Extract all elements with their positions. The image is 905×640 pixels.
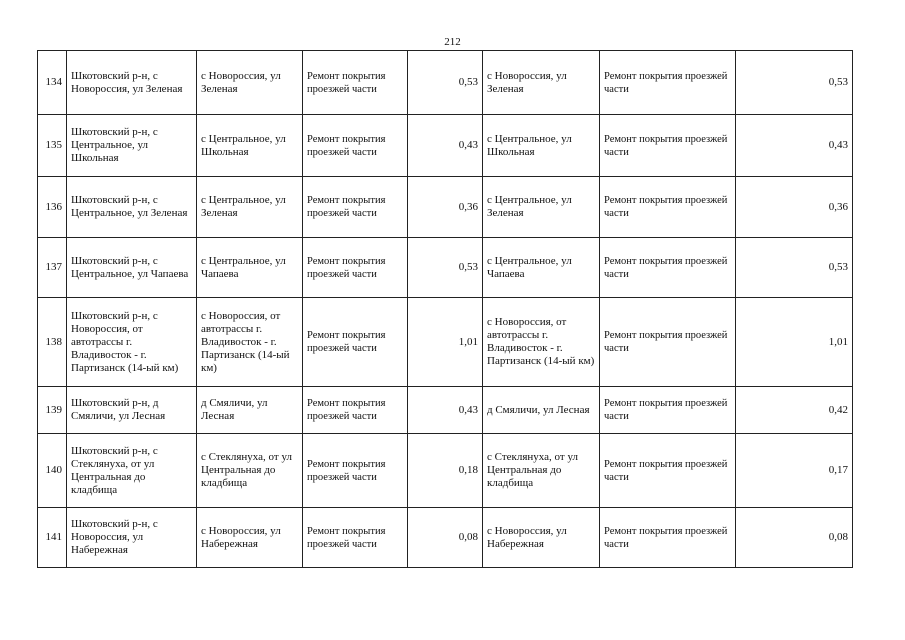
work-after-cell: Ремонт покрытия проезжей части bbox=[600, 434, 736, 508]
value-after-cell: 0,53 bbox=[736, 51, 853, 115]
row-number: 135 bbox=[38, 115, 67, 177]
value-after-cell: 0,53 bbox=[736, 238, 853, 298]
work-after-cell: Ремонт покрытия проезжей части bbox=[600, 387, 736, 434]
table-row bbox=[38, 177, 853, 238]
work-after-cell: Ремонт покрытия проезжей части bbox=[600, 238, 736, 298]
work-after-cell: Ремонт покрытия проезжей части bbox=[600, 51, 736, 115]
work-before-cell: Ремонт покрытия проезжей части bbox=[303, 115, 408, 177]
value-before-cell: 0,36 bbox=[408, 177, 483, 238]
row-number: 140 bbox=[38, 434, 67, 508]
address-before-cell: с Новороссия, ул Зеленая bbox=[197, 51, 303, 115]
address-after-cell: с Центральное, ул Чапаева bbox=[483, 238, 600, 298]
value-before-cell: 0,43 bbox=[408, 387, 483, 434]
work-after-cell: Ремонт покрытия проезжей части bbox=[600, 508, 736, 568]
address-before-cell: с Новороссия, от автотрассы г. Владивосток - г. Партизанск (14-ый км) bbox=[197, 298, 303, 387]
page-number: 212 bbox=[444, 36, 461, 48]
value-before-cell: 0,53 bbox=[408, 51, 483, 115]
address-before-cell: д Смяличи, ул Лесная bbox=[197, 387, 303, 434]
value-before-cell: 1,01 bbox=[408, 298, 483, 387]
address-before-cell: с Новороссия, ул Набережная bbox=[197, 508, 303, 568]
address-after-cell: с Новороссия, ул Набережная bbox=[483, 508, 600, 568]
value-after-cell: 0,42 bbox=[736, 387, 853, 434]
value-after-cell: 0,17 bbox=[736, 434, 853, 508]
value-after-cell: 0,08 bbox=[736, 508, 853, 568]
work-after-cell: Ремонт покрытия проезжей части bbox=[600, 177, 736, 238]
address-before-cell: с Стеклянуха, от ул Центральная до кладбища bbox=[197, 434, 303, 508]
row-number: 139 bbox=[38, 387, 67, 434]
location-cell: Шкотовский р-н, с Стеклянуха, от ул Центральная до кладбища bbox=[67, 434, 197, 508]
work-before-cell: Ремонт покрытия проезжей части bbox=[303, 51, 408, 115]
row-number: 137 bbox=[38, 238, 67, 298]
address-after-cell: с Центральное, ул Зеленая bbox=[483, 177, 600, 238]
address-after-cell: с Новороссия, ул Зеленая bbox=[483, 51, 600, 115]
work-before-cell: Ремонт покрытия проезжей части bbox=[303, 238, 408, 298]
location-cell: Шкотовский р-н, с Новороссия, ул Набережная bbox=[67, 508, 197, 568]
value-before-cell: 0,08 bbox=[408, 508, 483, 568]
row-number: 134 bbox=[38, 51, 67, 115]
address-after-cell: с Новороссия, от автотрассы г. Владивосток - г. Партизанск (14-ый км) bbox=[483, 298, 600, 387]
table-row bbox=[38, 434, 853, 508]
address-before-cell: с Центральное, ул Школьная bbox=[197, 115, 303, 177]
table-row bbox=[38, 51, 853, 115]
location-cell: Шкотовский р-н, с Новороссия, ул Зеленая bbox=[67, 51, 197, 115]
value-after-cell: 0,36 bbox=[736, 177, 853, 238]
work-after-cell: Ремонт покрытия проезжей части bbox=[600, 115, 736, 177]
table-row bbox=[38, 387, 853, 434]
value-before-cell: 0,18 bbox=[408, 434, 483, 508]
address-after-cell: д Смяличи, ул Лесная bbox=[483, 387, 600, 434]
road-repair-table bbox=[37, 50, 853, 568]
work-after-cell: Ремонт покрытия проезжей части bbox=[600, 298, 736, 387]
address-after-cell: с Центральное, ул Школьная bbox=[483, 115, 600, 177]
location-cell: Шкотовский р-н, д Смяличи, ул Лесная bbox=[67, 387, 197, 434]
work-before-cell: Ремонт покрытия проезжей части bbox=[303, 434, 408, 508]
row-number: 136 bbox=[38, 177, 67, 238]
row-number: 141 bbox=[38, 508, 67, 568]
work-before-cell: Ремонт покрытия проезжей части bbox=[303, 177, 408, 238]
value-before-cell: 0,43 bbox=[408, 115, 483, 177]
location-cell: Шкотовский р-н, с Центральное, ул Зеленая bbox=[67, 177, 197, 238]
value-after-cell: 1,01 bbox=[736, 298, 853, 387]
work-before-cell: Ремонт покрытия проезжей части bbox=[303, 298, 408, 387]
address-before-cell: с Центральное, ул Чапаева bbox=[197, 238, 303, 298]
table-row bbox=[38, 238, 853, 298]
work-before-cell: Ремонт покрытия проезжей части bbox=[303, 508, 408, 568]
location-cell: Шкотовский р-н, с Центральное, ул Школьная bbox=[67, 115, 197, 177]
table-row bbox=[38, 115, 853, 177]
table-row bbox=[38, 508, 853, 568]
address-before-cell: с Центральное, ул Зеленая bbox=[197, 177, 303, 238]
row-number: 138 bbox=[38, 298, 67, 387]
value-before-cell: 0,53 bbox=[408, 238, 483, 298]
table-row bbox=[38, 298, 853, 387]
work-before-cell: Ремонт покрытия проезжей части bbox=[303, 387, 408, 434]
value-after-cell: 0,43 bbox=[736, 115, 853, 177]
location-cell: Шкотовский р-н, с Новороссия, от автотрассы г. Владивосток - г. Партизанск (14-ый км) bbox=[67, 298, 197, 387]
address-after-cell: с Стеклянуха, от ул Центральная до кладбища bbox=[483, 434, 600, 508]
location-cell: Шкотовский р-н, с Центральное, ул Чапаева bbox=[67, 238, 197, 298]
